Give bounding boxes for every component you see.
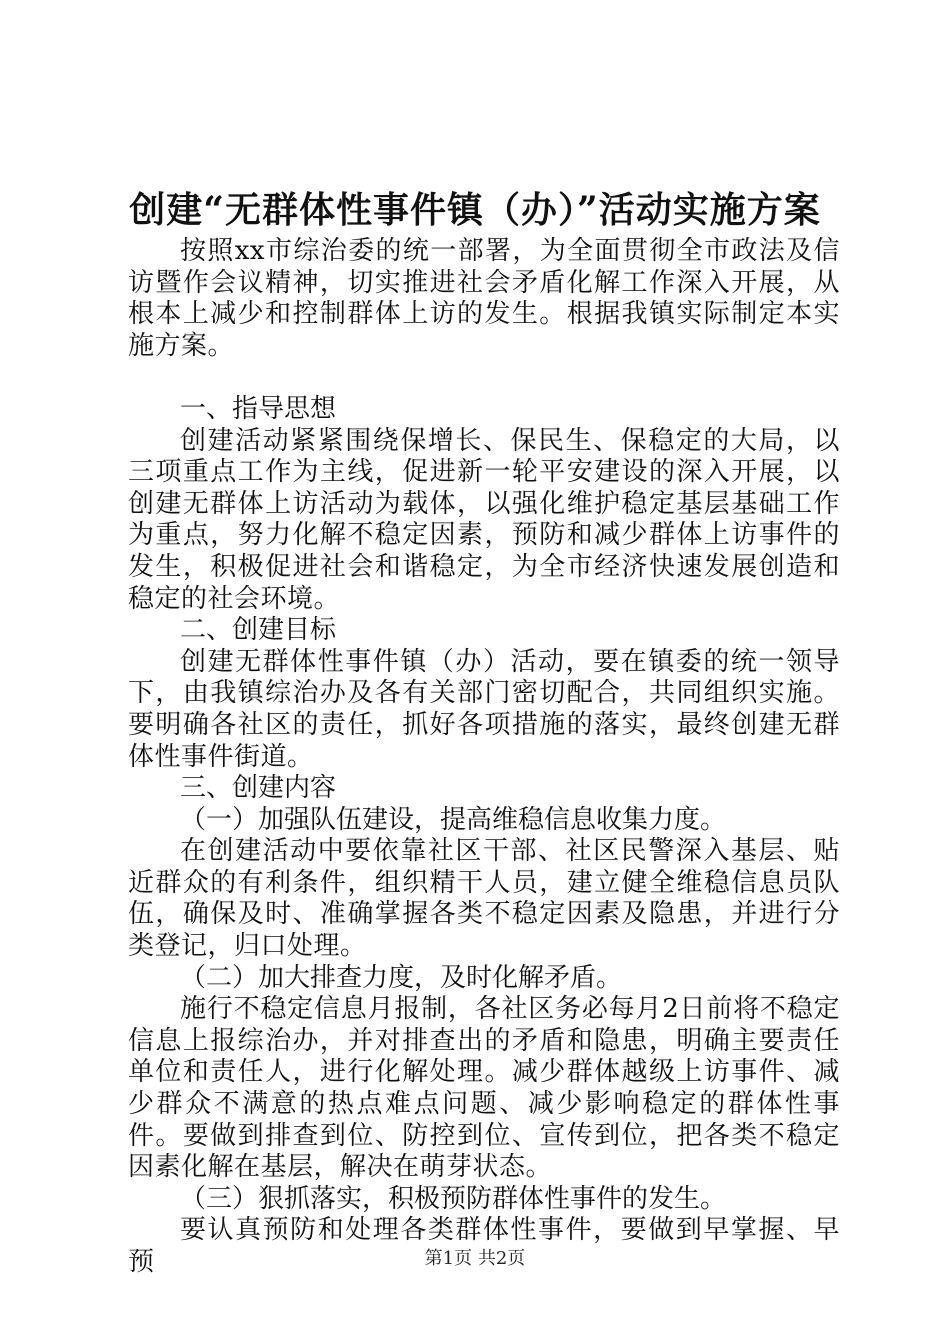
page-number-footer: 第1页 共2页 — [424, 1248, 526, 1269]
subsection-heading-investigation: （二）加大排查力度，及时化解矛盾。 — [180, 962, 623, 993]
subsection-text-team-building: 在创建活动中要依靠社区干部、社区民警深入基层、贴近群众的有利条件，组织精干人员，建立健全维稳信息员队伍，确保及时、准确掌握各类不稳定因素及隐患，并进行分类登记，归口处理。 — [128, 836, 840, 962]
subsection-text-investigation: 施行不稳定信息月报制，各社区务必每月2日前将不稳定信息上报综治办，并对排查出的矛盾和隐患，明确主要责任单位和责任人，进行化解处理。减少群体越级上访事件、减少群众不满意的热点难点问题、减少影响稳定的群体性事件。要做到排查到位、防控到位、宣传到位，把各类不稳定因素化解在基层，解决在萌芽状态。 — [128, 994, 840, 1183]
subsection-text-implementation: 要认真预防和处理各类群体性事件，要做到早掌握、早预 — [128, 1215, 840, 1277]
intro-paragraph: 按照xx市综治委的统一部署，为全面贯彻全市政法及信访暨作会议精神，切实推进社会矛盾化解工作深入开展，从根本上减少和控制群体上访的发生。根据我镇实际制定本实施方案。 — [128, 236, 840, 361]
section-text-goals: 创建无群体性事件镇（办）活动，要在镇委的统一领导下，由我镇综治办及各有关部门密切配合，共同组织实施。要明确各社区的责任，抓好各项措施的落实，最终创建无群体性事件街道。 — [128, 646, 840, 772]
section-text-guiding-ideology: 创建活动紧紧围绕保增长、保民生、保稳定的大局，以三项重点工作为主线，促进新一轮平安建设的深入开展，以创建无群体上访活动为载体，以强化维护稳定基层基础工作为重点，努力化解不稳定因素，预防和减少群体上访事件的发生，积极促进社会和谐稳定，为全市经济快速发展创造和稳定的社会环境。 — [128, 425, 840, 614]
subsection-heading-implementation: （三）狠抓落实，积极预防群体性事件的发生。 — [180, 1183, 727, 1214]
section-heading-guiding-ideology: 一、指导思想 — [180, 393, 337, 424]
document-title: 创建“无群体性事件镇（办）”活动实施方案 — [129, 189, 821, 231]
document-body — [128, 236, 840, 1279]
section-heading-goals: 二、创建目标 — [180, 615, 337, 646]
subsection-heading-team-building: （一）加强队伍建设，提高维稳信息收集力度。 — [180, 804, 727, 835]
section-heading-content: 三、创建内容 — [180, 773, 337, 804]
